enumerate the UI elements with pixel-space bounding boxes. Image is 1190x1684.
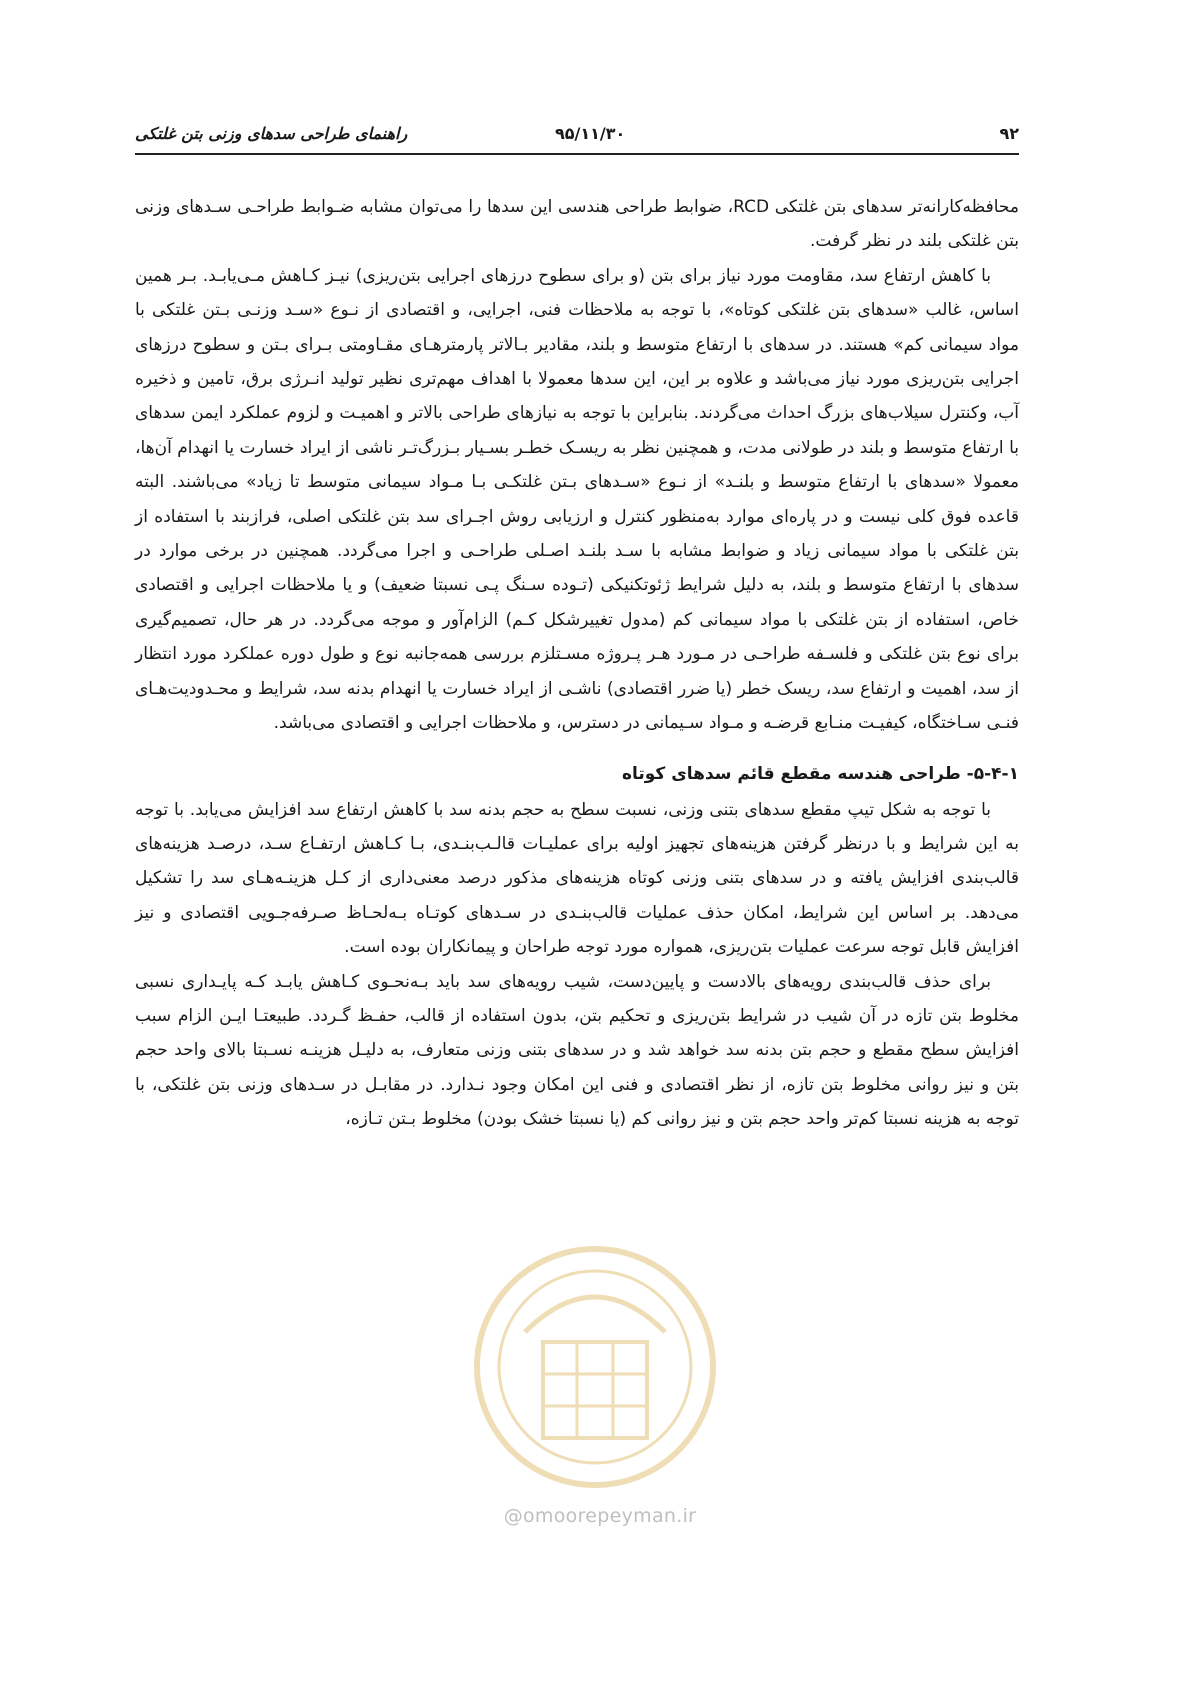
header-divider <box>135 153 1019 155</box>
body-paragraph: محافظه‌کارانه‌تر سدهای بتن غلتکی RCD، ضوابط طراحی هندسی این سدها را می‌توان مشابه ضـوابط طراحـی سـدهای وزنی بتن غلتکی بلند در نظر گرفت. <box>135 197 1019 252</box>
page-header <box>135 123 1019 159</box>
body-paragraph: با توجه به شکل تیپ مقطع سدهای بتنی وزنی، نسبت سطح به حجم بدنه سد با کاهش ارتفاع سد افزایش می‌یابد. با توجه به این شرایط و با درنظر گرفتن هزینه‌های تجهیز اولیه برای عملیـات قالـب‌بنـدی، بـا کـاهش ارتفـاع سـد، درصـد هزینه‌های قالب‌بندی افزایش یافته و در سدهای بتنی وزنی کوتاه هزینه‌های مذکور درصد معنی‌داری از کـل هزینـه‌هـای سد را تشکیل می‌دهد. بر اساس این شرایط، امکان حذف عملیات قالب‌بنـدی در سـدهای کوتـاه بـه‌لحـاظ صـرفه‌جـویی اقتصادی و نیز افزایش قابل توجه سرعت عملیات بتن‌ریزی، همواره مورد توجه طراحان و پیمانکاران بوده است. <box>135 799 1019 958</box>
section-heading: ۵-۴-۱- طراحی هندسه مقطع قائم سدهای کوتاه <box>621 763 1019 784</box>
header-date: ۹۵/۱۱/۳۰ <box>555 124 626 143</box>
document-body <box>135 190 1019 1137</box>
page-number: ۹۲ <box>999 124 1019 143</box>
watermark-url: @omoorepeyman.ir <box>503 1505 697 1527</box>
body-paragraph: برای حذف قالب‌بندی رویه‌های بالادست و پایین‌دست، شیب رویه‌های سد باید بـه‌نحـوی کـاهش یابـد کـه پایـداری نسبی مخلوط بتن تازه در آن شیب در شرایط بتن‌ریزی و تحکیم بتن، بدون استفاده از قالب، حفـظ گـردد. طبیعتـا ایـن الزام سبب افزایش سطح مقطع و حجم بتن بدنه سد خواهد شد و در سدهای بتنی وزنی متعارف، به دلیـل هزینـه نسـبتا بالای واحد حجم بتن و نیز روانی مخلوط بتن تازه، از نظر اقتصادی و فنی این امکان وجود نـدارد. در مقابـل در سـدهای وزنی بتن غلتکی، با توجه به هزینه نسبتا کم‌تر واحد حجم بتن و نیز روانی کم (یا نسبتا خشک بودن) مخلوط بـتن تـازه، <box>135 971 1019 1130</box>
running-title: راهنمای طراحی سدهای وزنی بتن غلتکی <box>135 124 408 143</box>
body-paragraph: با کاهش ارتفاع سد، مقاومت مورد نیاز برای بتن (و برای سطوح درزهای اجرایی بتن‌ریزی) نیـز کـاهش مـی‌یابـد. بـر همین اساس، غالب «سدهای بتن غلتکی کوتاه»، با توجه به ملاحظات فنی، اجرایی، و اقتصادی از نـوع «سـد وزنـی بـتن غلتکی با مواد سیمانی کم» هستند. در سدهای با ارتفاع متوسط و بلند، مقادیر بـالاتر پارمترهـای مقـاومتی بـرای بـتن و سطوح درزهای اجرایی بتن‌ریزی مورد نیاز می‌باشد و علاوه بر این، این سدها معمولا با اهداف مهم‌تری نظیر تولید انـرژی برق، تامین و ذخیره آب، وکنترل سیلاب‌های بزرگ احداث می‌گردند. بنابراین با توجه به نیازهای طراحی بالاتر و اهمیـت و لزوم عملکرد ایمن سدهای با ارتفاع متوسط و بلند در طولانی مدت، و همچنین نظر به ریسـک خطـر بسـیار بـزرگ‌تـر ناشی از ایراد خسارت یا انهدام آن‌ها، معمولا «سدهای با ارتفاع متوسط و بلنـد» از نـوع «سـدهای بـتن غلتکـی بـا مـواد سیمانی متوسط تا زیاد» می‌باشند. البته قاعده فوق کلی نیست و در پاره‌ای موارد به‌منظور کنترل و ارزیابی روش اجـرای سد بتن غلتکی اصلی، فرازبند با استفاده از بتن غلتکی با مواد سیمانی زیاد و ضوابط مشابه با سـد بلنـد اصـلی طراحـی و اجرا می‌گردد. همچنین در برخی موارد در سدهای با ارتفاع متوسط و بلند، به دلیل شرایط ژئوتکنیکی (تـوده سـنگ پـی نسبتا ضعیف) و یا ملاحظات اجرایی و اقتصادی خاص، استفاده از بتن غلتکی با مواد سیمانی کم (مدول تغییرشکل کـم) الزام‌آور و موجه می‌گردد. در هر حال، تصمیم‌گیری برای نوع بتن غلتکی و فلسـفه طراحـی در مـورد هـر پـروژه مسـتلزم بررسی همه‌جانبه نوع و طول دوره عملکرد مورد انتظار از سد، اهمیت و ارتفاع سد، ریسک خطر (یا ضرر اقتصادی) ناشـی از ایراد خسارت یا انهدام بدنه سد، شرایط و محـدودیت‌هـای فنـی سـاختگاه، کیفیـت منـابع قرضـه و مـواد سـیمانی در دسترس، و ملاحظات اجرایی و اقتصادی می‌باشد. <box>135 265 1019 734</box>
omoore-peyman-seal-icon <box>455 1232 735 1502</box>
